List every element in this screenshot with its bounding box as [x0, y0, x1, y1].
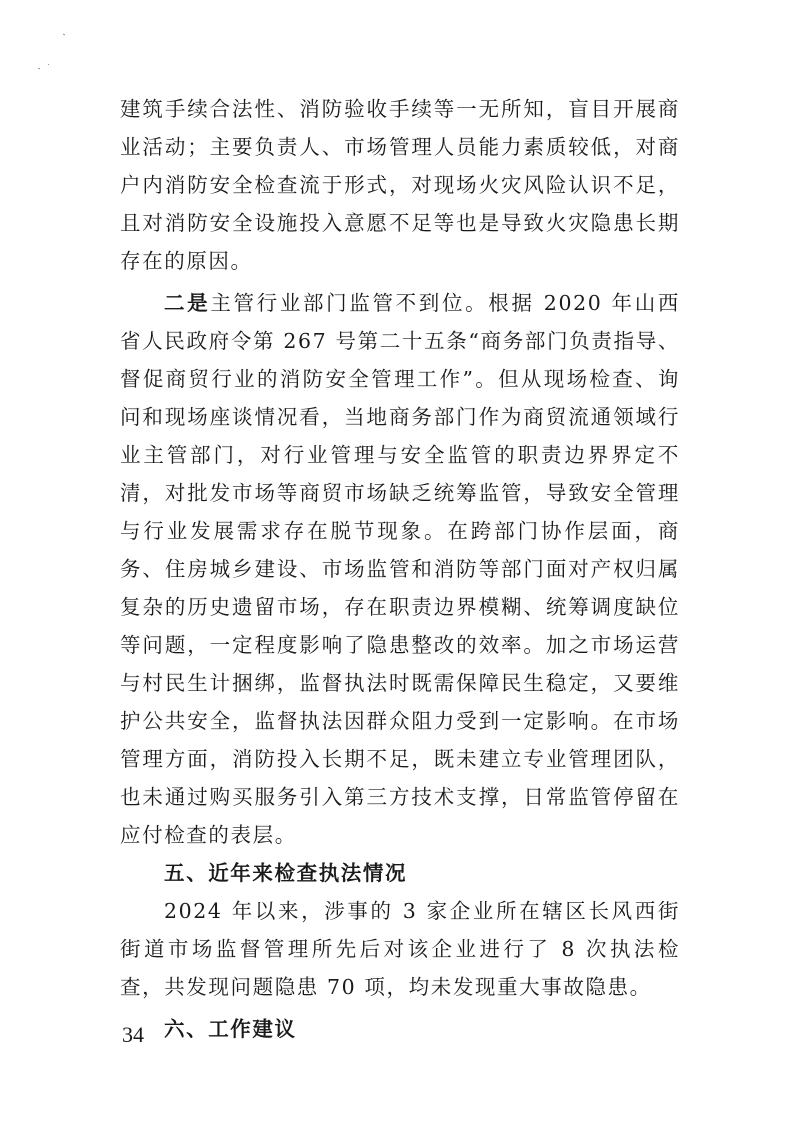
scan-speck	[38, 68, 40, 70]
body-text	[120, 90, 680, 1048]
scan-speck	[48, 64, 49, 65]
section-heading-five: 五、近年来检查执法情况	[164, 861, 408, 885]
scan-speck	[63, 34, 65, 36]
paragraph-inspection: 2024 年以来，涉事的 3 家企业所在辖区长风西街街道市场监督管理所先后对该企业进行了 8 次执法检查，共发现问题隐患 70 项，均未发现重大事故隐患。	[120, 899, 680, 999]
paragraph-lead: 二是	[164, 291, 211, 315]
paragraph-body: 主管行业部门监管不到位。根据 2020 年山西省人民政府令第 267 号第二十五条“商务部门负责指导、督促商贸行业的消防安全管理工作”。但从现场检查、询问和现场座谈情况看，当地商务部门作为商贸流通领域行业主管部门，对行业管理与安全监管的职责边界界定不清，对批发市场等商贸市场缺乏统筹监管，导致安全管理与行业发展需求存在脱节现象。在跨部门协作层面，商务、住房城乡建设、市场监管和消防等部门面对产权归属复杂的历史遗留市场，存在职责边界模糊、统筹调度缺位等问题，一定程度影响了隐患整改的效率。加之市场运营与村民生计捆绑，监督执法时既需保障民生稳定，又要维护公共安全，监督执法因群众阻力受到一定影响。在市场管理方面，消防投入长期不足，既未建立专业管理团队，也未通过购买服务引入第三方技术支撑，日常监管停留在应付检查的表层。	[120, 291, 680, 847]
page-number: 34	[122, 1022, 144, 1047]
section-heading-six: 六、工作建议	[164, 1017, 297, 1041]
paragraph-second-point	[120, 284, 680, 854]
paragraph-continued: 建筑手续合法性、消防验收手续等一无所知，盲目开展商业活动；主要负责人、市场管理人员能力素质较低，对商户内消防安全检查流于形式，对现场火灾风险认识不足，且对消防安全设施投入意愿不足等也是导致火灾隐患长期存在的原因。	[120, 97, 680, 273]
